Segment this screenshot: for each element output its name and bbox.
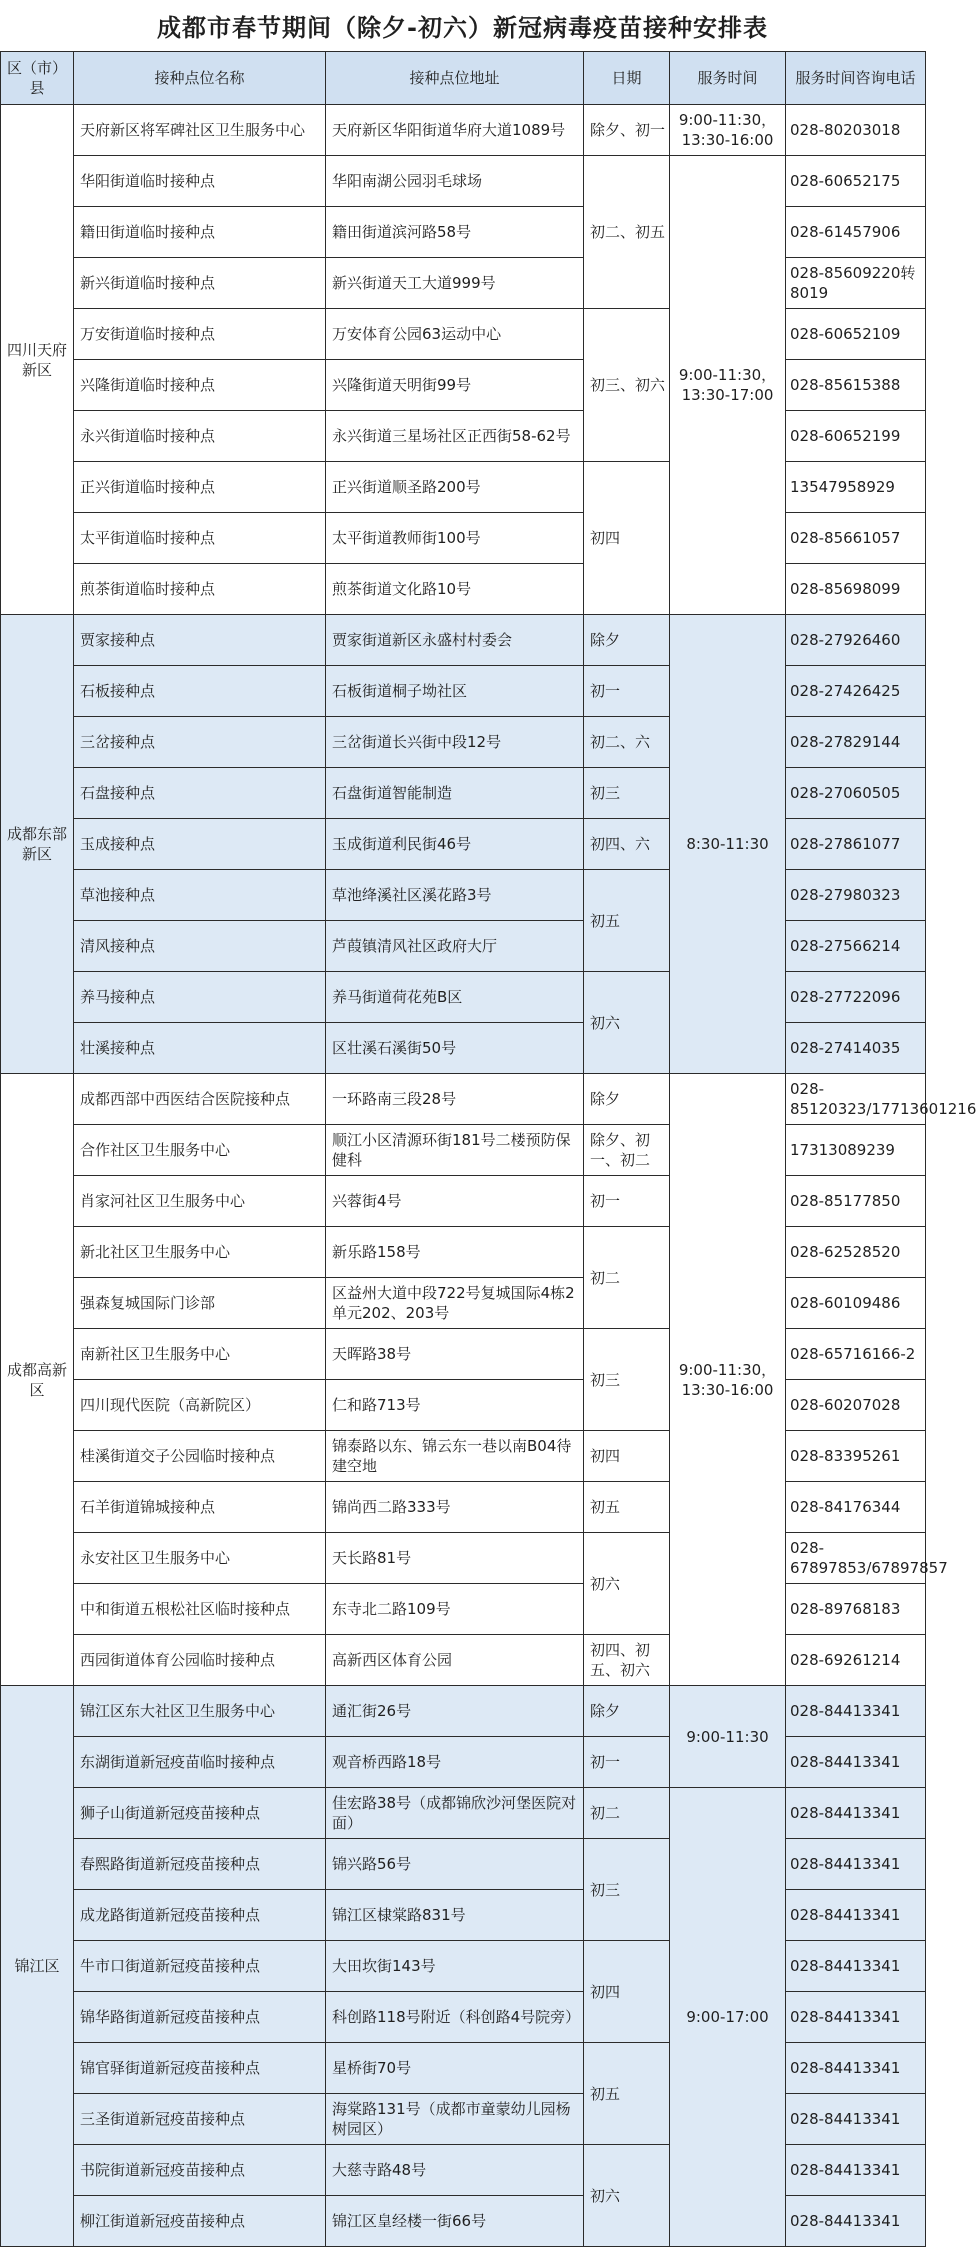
table-row bbox=[1, 1890, 926, 1941]
site-address-cell: 兴蓉街4号 bbox=[326, 1176, 584, 1227]
date-cell: 初四 bbox=[584, 1941, 670, 2043]
table-row bbox=[1, 1227, 926, 1278]
table-row bbox=[1, 1686, 926, 1737]
phone-cell: 028-84413341 bbox=[786, 1686, 926, 1737]
phone-cell: 17313089239 bbox=[786, 1125, 926, 1176]
table-row bbox=[1, 717, 926, 768]
vaccination-schedule-table bbox=[0, 51, 976, 2247]
phone-cell: 028-84413341 bbox=[786, 1737, 926, 1788]
date-cell: 除夕 bbox=[584, 1686, 670, 1737]
site-address-cell: 仁和路713号 bbox=[326, 1380, 584, 1431]
site-name-cell: 锦官驿街道新冠疫苗接种点 bbox=[74, 2043, 326, 2094]
site-name-cell: 永安社区卫生服务中心 bbox=[74, 1533, 326, 1584]
table-row bbox=[1, 207, 926, 258]
site-name-cell: 三岔接种点 bbox=[74, 717, 326, 768]
phone-cell: 13547958929 bbox=[786, 462, 926, 513]
site-name-cell: 肖家河社区卫生服务中心 bbox=[74, 1176, 326, 1227]
site-address-cell: 草池绛溪社区溪花路3号 bbox=[326, 870, 584, 921]
district-section bbox=[1, 1074, 976, 1686]
site-name-cell: 西园街道体育公园临时接种点 bbox=[74, 1635, 326, 1686]
table-header-row bbox=[1, 52, 926, 105]
table-row bbox=[1, 1329, 926, 1380]
phone-cell: 028-27861077 bbox=[786, 819, 926, 870]
site-address-cell: 兴隆街道天明街99号 bbox=[326, 360, 584, 411]
phone-cell: 028-27414035 bbox=[786, 1023, 926, 1074]
header-district: 区（市）县 bbox=[1, 52, 74, 105]
phone-cell: 028-84413341 bbox=[786, 1992, 926, 2043]
phone-cell: 028-27566214 bbox=[786, 921, 926, 972]
phone-cell: 028-60652175 bbox=[786, 156, 926, 207]
site-address-cell: 大田坎街143号 bbox=[326, 1941, 584, 1992]
site-address-cell: 新兴街道天工大道999号 bbox=[326, 258, 584, 309]
date-cell: 初一 bbox=[584, 1737, 670, 1788]
site-name-cell: 中和街道五根松社区临时接种点 bbox=[74, 1584, 326, 1635]
phone-cell: 028-84413341 bbox=[786, 1788, 926, 1839]
site-name-cell: 成龙路街道新冠疫苗接种点 bbox=[74, 1890, 326, 1941]
site-name-cell: 永兴街道临时接种点 bbox=[74, 411, 326, 462]
district-section bbox=[1, 615, 926, 1074]
site-name-cell: 锦江区东大社区卫生服务中心 bbox=[74, 1686, 326, 1737]
site-address-cell: 锦江区棣棠路831号 bbox=[326, 1890, 584, 1941]
site-name-cell: 养马接种点 bbox=[74, 972, 326, 1023]
site-address-cell: 高新西区体育公园 bbox=[326, 1635, 584, 1686]
table-row bbox=[1, 360, 926, 411]
table-row bbox=[1, 2094, 926, 2145]
site-address-cell: 永兴街道三星场社区正西街58-62号 bbox=[326, 411, 584, 462]
site-name-cell: 石板接种点 bbox=[74, 666, 326, 717]
site-name-cell: 太平街道临时接种点 bbox=[74, 513, 326, 564]
phone-cell: 028-84413341 bbox=[786, 1890, 926, 1941]
site-address-cell: 芦葭镇清风社区政府大厅 bbox=[326, 921, 584, 972]
table-row bbox=[1, 1533, 926, 1584]
table-row bbox=[1, 1941, 926, 1992]
district-section bbox=[1, 1686, 926, 2247]
phone-cell: 028-84413341 bbox=[786, 1839, 926, 1890]
table-row bbox=[1, 258, 926, 309]
service-time-cell: 9:00-17:00 bbox=[670, 1788, 786, 2247]
service-time-cell: 9:00-11:30，13:30-16:00 bbox=[670, 105, 786, 156]
phone-cell: 028-27980323 bbox=[786, 870, 926, 921]
site-address-cell: 万安体育公园63运动中心 bbox=[326, 309, 584, 360]
site-address-cell: 养马街道荷花苑B区 bbox=[326, 972, 584, 1023]
site-address-cell: 佳宏路38号（成都锦欣沙河堡医院对面） bbox=[326, 1788, 584, 1839]
phone-cell: 028-84413341 bbox=[786, 1941, 926, 1992]
district-cell: 锦江区 bbox=[1, 1686, 74, 2247]
table-row bbox=[1, 666, 926, 717]
site-name-cell: 南新社区卫生服务中心 bbox=[74, 1329, 326, 1380]
table-row bbox=[1, 2145, 926, 2196]
site-address-cell: 煎茶街道文化路10号 bbox=[326, 564, 584, 615]
site-address-cell: 天晖路38号 bbox=[326, 1329, 584, 1380]
site-name-cell: 狮子山街道新冠疫苗接种点 bbox=[74, 1788, 326, 1839]
site-name-cell: 石盘接种点 bbox=[74, 768, 326, 819]
phone-cell: 028-69261214 bbox=[786, 1635, 926, 1686]
phone-cell: 028-85120323/17713601216 bbox=[786, 1074, 926, 1125]
site-name-cell: 新兴街道临时接种点 bbox=[74, 258, 326, 309]
site-name-cell: 锦华路街道新冠疫苗接种点 bbox=[74, 1992, 326, 2043]
phone-cell: 028-84413341 bbox=[786, 2196, 926, 2247]
header-site-address: 接种点位地址 bbox=[326, 52, 584, 105]
site-address-cell: 锦泰路以东、锦云东一巷以南B04待建空地 bbox=[326, 1431, 584, 1482]
table-row bbox=[1, 1125, 926, 1176]
date-cell: 初五 bbox=[584, 2043, 670, 2145]
date-cell: 初六 bbox=[584, 972, 670, 1074]
table-row bbox=[1, 1380, 926, 1431]
phone-cell: 028-27426425 bbox=[786, 666, 926, 717]
service-time-cell: 9:00-11:30 bbox=[670, 1686, 786, 1788]
site-name-cell: 兴隆街道临时接种点 bbox=[74, 360, 326, 411]
table-row bbox=[1, 1278, 926, 1329]
phone-cell: 028-80203018 bbox=[786, 105, 926, 156]
header-date: 日期 bbox=[584, 52, 670, 105]
site-address-cell: 锦兴路56号 bbox=[326, 1839, 584, 1890]
table-row bbox=[1, 972, 926, 1023]
site-name-cell: 书院街道新冠疫苗接种点 bbox=[74, 2145, 326, 2196]
site-name-cell: 华阳街道临时接种点 bbox=[74, 156, 326, 207]
site-name-cell: 三圣街道新冠疫苗接种点 bbox=[74, 2094, 326, 2145]
site-name-cell: 东湖街道新冠疫苗临时接种点 bbox=[74, 1737, 326, 1788]
date-cell: 初六 bbox=[584, 2145, 670, 2247]
phone-cell: 028-27926460 bbox=[786, 615, 926, 666]
date-cell: 初三、初六 bbox=[584, 309, 670, 462]
phone-cell: 028-85661057 bbox=[786, 513, 926, 564]
table-row bbox=[1, 156, 926, 207]
site-name-cell: 强森复城国际门诊部 bbox=[74, 1278, 326, 1329]
site-name-cell: 贾家接种点 bbox=[74, 615, 326, 666]
date-cell: 初二、六 bbox=[584, 717, 670, 768]
date-cell: 初五 bbox=[584, 870, 670, 972]
site-address-cell: 星桥街70号 bbox=[326, 2043, 584, 2094]
date-cell: 初二 bbox=[584, 1788, 670, 1839]
table-row bbox=[1, 462, 926, 513]
site-name-cell: 正兴街道临时接种点 bbox=[74, 462, 326, 513]
date-cell: 初四 bbox=[584, 462, 670, 615]
phone-cell: 028-85609220转8019 bbox=[786, 258, 926, 309]
phone-cell: 028-89768183 bbox=[786, 1584, 926, 1635]
site-name-cell: 四川现代医院（高新院区） bbox=[74, 1380, 326, 1431]
date-cell: 初四、初五、初六 bbox=[584, 1635, 670, 1686]
table-row bbox=[1, 1176, 926, 1227]
site-address-cell: 大慈寺路48号 bbox=[326, 2145, 584, 2196]
site-name-cell: 新北社区卫生服务中心 bbox=[74, 1227, 326, 1278]
site-address-cell: 石板街道桐子坳社区 bbox=[326, 666, 584, 717]
table-row bbox=[1, 564, 926, 615]
table-row bbox=[1, 309, 926, 360]
site-address-cell: 区益州大道中段722号复城国际4栋2单元202、203号 bbox=[326, 1278, 584, 1329]
site-address-cell: 天长路81号 bbox=[326, 1533, 584, 1584]
site-name-cell: 清风接种点 bbox=[74, 921, 326, 972]
phone-cell: 028-84413341 bbox=[786, 2094, 926, 2145]
site-address-cell: 锦尚西二路333号 bbox=[326, 1482, 584, 1533]
site-name-cell: 石羊街道锦城接种点 bbox=[74, 1482, 326, 1533]
date-cell: 初三 bbox=[584, 1839, 670, 1941]
site-name-cell: 玉成接种点 bbox=[74, 819, 326, 870]
site-name-cell: 草池接种点 bbox=[74, 870, 326, 921]
date-cell: 除夕 bbox=[584, 1074, 670, 1125]
table-row bbox=[1, 870, 926, 921]
site-address-cell: 石盘街道智能制造 bbox=[326, 768, 584, 819]
date-cell: 初四 bbox=[584, 1431, 670, 1482]
phone-cell: 028-62528520 bbox=[786, 1227, 926, 1278]
site-name-cell: 桂溪街道交子公园临时接种点 bbox=[74, 1431, 326, 1482]
phone-cell: 028-84413341 bbox=[786, 2145, 926, 2196]
table-row bbox=[1, 105, 926, 156]
header-site-name: 接种点位名称 bbox=[74, 52, 326, 105]
date-cell: 除夕、初一 bbox=[584, 105, 670, 156]
phone-cell: 028-85698099 bbox=[786, 564, 926, 615]
site-address-cell: 锦江区皇经楼一街66号 bbox=[326, 2196, 584, 2247]
table-row bbox=[1, 2196, 926, 2247]
site-address-cell: 正兴街道顺圣路200号 bbox=[326, 462, 584, 513]
site-address-cell: 东寺北二路109号 bbox=[326, 1584, 584, 1635]
phone-cell: 028-84176344 bbox=[786, 1482, 926, 1533]
site-address-cell: 太平街道教师街100号 bbox=[326, 513, 584, 564]
site-address-cell: 贾家街道新区永盛村村委会 bbox=[326, 615, 584, 666]
site-address-cell: 一环路南三段28号 bbox=[326, 1074, 584, 1125]
table-row bbox=[1, 1074, 926, 1125]
date-cell: 初二 bbox=[584, 1227, 670, 1329]
site-name-cell: 牛市口街道新冠疫苗接种点 bbox=[74, 1941, 326, 1992]
phone-cell: 028-85177850 bbox=[786, 1176, 926, 1227]
phone-cell: 028-60652109 bbox=[786, 309, 926, 360]
phone-cell: 028-65716166-2 bbox=[786, 1329, 926, 1380]
date-cell: 除夕 bbox=[584, 615, 670, 666]
page-title: 成都市春节期间（除夕-初六）新冠病毒疫苗接种安排表 bbox=[157, 14, 768, 42]
table-row bbox=[1, 1023, 926, 1074]
date-cell: 初一 bbox=[584, 666, 670, 717]
table-row bbox=[1, 411, 926, 462]
table-row bbox=[1, 615, 926, 666]
district-section bbox=[1, 105, 926, 615]
date-cell: 初六 bbox=[584, 1533, 670, 1635]
table-row bbox=[1, 1737, 926, 1788]
district-cell: 成都东部新区 bbox=[1, 615, 74, 1074]
table-row bbox=[1, 921, 926, 972]
phone-cell: 028-85615388 bbox=[786, 360, 926, 411]
phone-cell: 028-60207028 bbox=[786, 1380, 926, 1431]
date-cell: 初四、六 bbox=[584, 819, 670, 870]
service-time-cell: 9:00-11:30，13:30-16:00 bbox=[670, 1074, 786, 1686]
site-address-cell: 三岔街道长兴街中段12号 bbox=[326, 717, 584, 768]
site-name-cell: 柳江街道新冠疫苗接种点 bbox=[74, 2196, 326, 2247]
table-row bbox=[1, 819, 926, 870]
table-row bbox=[1, 768, 926, 819]
table-row bbox=[1, 2043, 926, 2094]
site-address-cell: 顺江小区清源环街181号二楼预防保健科 bbox=[326, 1125, 584, 1176]
table-row bbox=[1, 1839, 926, 1890]
table-row bbox=[1, 1482, 926, 1533]
phone-cell: 028-60109486 bbox=[786, 1278, 926, 1329]
site-name-cell: 壮溪接种点 bbox=[74, 1023, 326, 1074]
site-name-cell: 天府新区将军碑社区卫生服务中心 bbox=[74, 105, 326, 156]
site-name-cell: 籍田街道临时接种点 bbox=[74, 207, 326, 258]
site-name-cell: 煎茶街道临时接种点 bbox=[74, 564, 326, 615]
site-address-cell: 籍田街道滨河路58号 bbox=[326, 207, 584, 258]
date-cell: 初五 bbox=[584, 1482, 670, 1533]
site-name-cell: 成都西部中西医结合医院接种点 bbox=[74, 1074, 326, 1125]
header-phone: 服务时间咨询电话 bbox=[786, 52, 926, 105]
site-address-cell: 新乐路158号 bbox=[326, 1227, 584, 1278]
table-row bbox=[1, 1788, 926, 1839]
phone-cell: 028-27722096 bbox=[786, 972, 926, 1023]
date-cell: 初二、初五 bbox=[584, 156, 670, 309]
site-address-cell: 海棠路131号（成都市童蒙幼儿园杨树园区） bbox=[326, 2094, 584, 2145]
header-service-time: 服务时间 bbox=[670, 52, 786, 105]
site-name-cell: 万安街道临时接种点 bbox=[74, 309, 326, 360]
phone-cell: 028-60652199 bbox=[786, 411, 926, 462]
table-row bbox=[1, 1431, 926, 1482]
phone-cell: 028-83395261 bbox=[786, 1431, 926, 1482]
site-address-cell: 通汇街26号 bbox=[326, 1686, 584, 1737]
table-row bbox=[1, 1992, 926, 2043]
site-address-cell: 天府新区华阳街道华府大道1089号 bbox=[326, 105, 584, 156]
table-row bbox=[1, 1584, 926, 1635]
date-cell: 初三 bbox=[584, 1329, 670, 1431]
site-address-cell: 玉成街道利民街46号 bbox=[326, 819, 584, 870]
site-address-cell: 观音桥西路18号 bbox=[326, 1737, 584, 1788]
phone-cell: 028-61457906 bbox=[786, 207, 926, 258]
phone-cell: 028-27829144 bbox=[786, 717, 926, 768]
date-cell: 初三 bbox=[584, 768, 670, 819]
district-cell: 四川天府新区 bbox=[1, 105, 74, 615]
site-address-cell: 科创路118号附近（科创路4号院旁） bbox=[326, 1992, 584, 2043]
site-address-cell: 区壮溪石溪街50号 bbox=[326, 1023, 584, 1074]
service-time-cell: 8:30-11:30 bbox=[670, 615, 786, 1074]
service-time-cell: 9:00-11:30，13:30-17:00 bbox=[670, 156, 786, 615]
site-name-cell: 合作社区卫生服务中心 bbox=[74, 1125, 326, 1176]
phone-cell: 028-84413341 bbox=[786, 2043, 926, 2094]
site-name-cell: 春熙路街道新冠疫苗接种点 bbox=[74, 1839, 326, 1890]
site-address-cell: 华阳南湖公园羽毛球场 bbox=[326, 156, 584, 207]
date-cell: 初一 bbox=[584, 1176, 670, 1227]
date-cell: 除夕、初一、初二 bbox=[584, 1125, 670, 1176]
table-row bbox=[1, 1635, 926, 1686]
table-row bbox=[1, 513, 926, 564]
district-cell: 成都高新区 bbox=[1, 1074, 74, 1686]
phone-cell: 028-67897853/67897857 bbox=[786, 1533, 926, 1584]
phone-cell: 028-27060505 bbox=[786, 768, 926, 819]
